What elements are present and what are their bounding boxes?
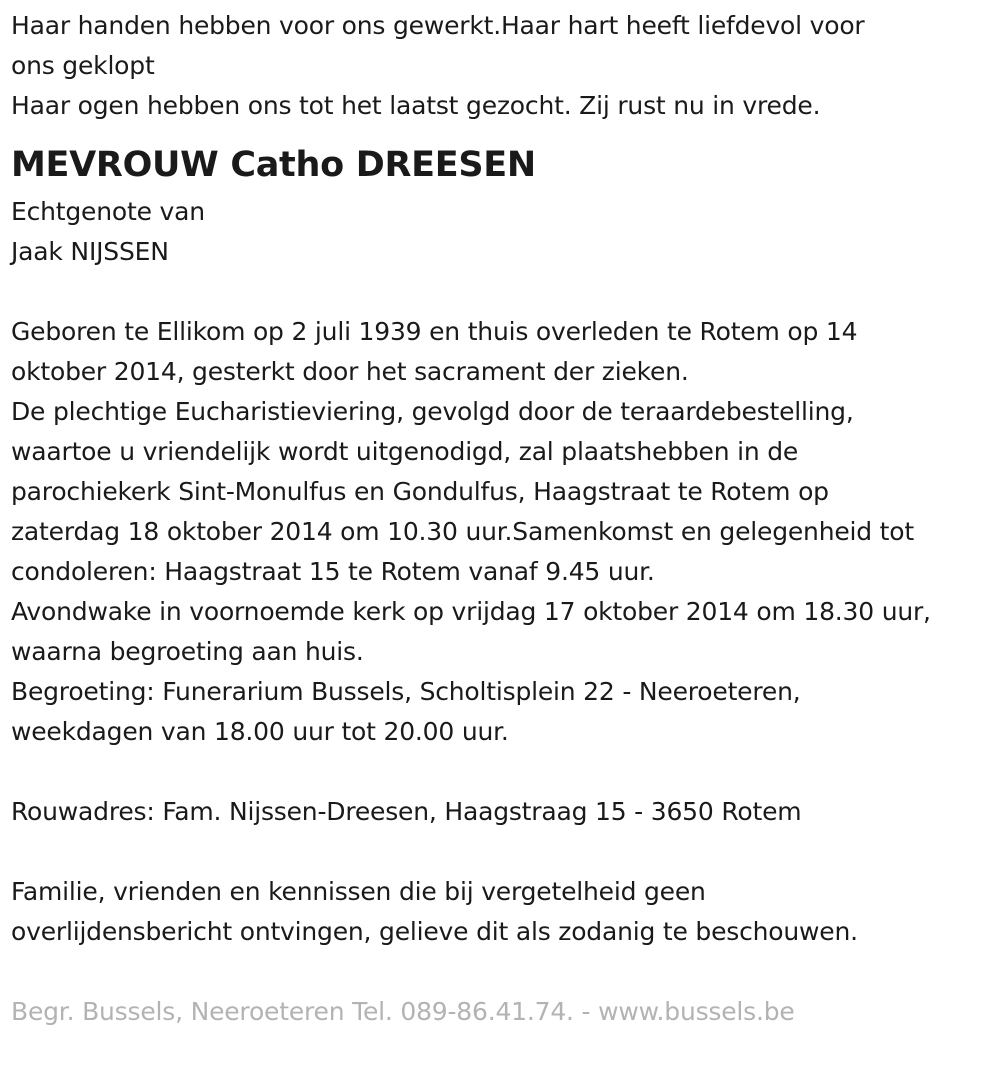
spacer: [11, 272, 991, 312]
verse: [11, 6, 991, 126]
spacer: [11, 952, 991, 992]
details-line: oktober 2014, gesterkt door het sacrament der zieken.: [11, 357, 689, 386]
details-line: De plechtige Eucharistieviering, gevolgd door de teraardebestelling,: [11, 397, 854, 426]
details-line: weekdagen van 18.00 uur tot 20.00 uur.: [11, 717, 509, 746]
verse-line: Haar ogen hebben ons tot het laatst gezocht. Zij rust nu in vrede.: [11, 91, 821, 120]
relation-label: Echtgenote van: [11, 197, 205, 226]
details-line: Geboren te Ellikom op 2 juli 1939 en thuis overleden te Rotem op 14: [11, 317, 858, 346]
details-line: waarna begroeting aan huis.: [11, 637, 364, 666]
details-line: waartoe u vriendelijk wordt uitgenodigd, zal plaatshebben in de: [11, 437, 799, 466]
notice-line: overlijdensbericht ontvingen, gelieve dit als zodanig te beschouwen.: [11, 917, 858, 946]
spacer: [11, 752, 991, 792]
spouse-name: Jaak NIJSSEN: [11, 237, 169, 266]
notice-line: Familie, vrienden en kennissen die bij vergetelheid geen: [11, 877, 706, 906]
details-line: zaterdag 18 oktober 2014 om 10.30 uur.Samenkomst en gelegenheid tot: [11, 517, 914, 546]
spacer: [11, 832, 991, 872]
details-line: Begroeting: Funerarium Bussels, Scholtisplein 22 - Neeroeteren,: [11, 677, 801, 706]
deceased-name: MEVROUW Catho DREESEN: [11, 145, 536, 185]
verse-line: ons geklopt: [11, 51, 155, 80]
details-line: Avondwake in voornoemde kerk op vrijdag 17 oktober 2014 om 18.30 uur,: [11, 597, 931, 626]
notice: [11, 872, 991, 952]
verse-line: Haar handen hebben voor ons gewerkt.Haar hart heeft liefdevol voor: [11, 11, 865, 40]
details-line: parochiekerk Sint-Monulfus en Gondulfus, Haagstraat te Rotem op: [11, 477, 829, 506]
details-line: condoleren: Haagstraat 15 te Rotem vanaf 9.45 uur.: [11, 557, 655, 586]
death-notice: [11, 6, 991, 1032]
mourning-address: Rouwadres: Fam. Nijssen-Dreesen, Haagstraag 15 - 3650 Rotem: [11, 797, 802, 826]
funeral-home-footer: Begr. Bussels, Neeroeteren Tel. 089-86.41.74. - www.bussels.be: [11, 997, 795, 1026]
funeral-details: [11, 312, 991, 752]
